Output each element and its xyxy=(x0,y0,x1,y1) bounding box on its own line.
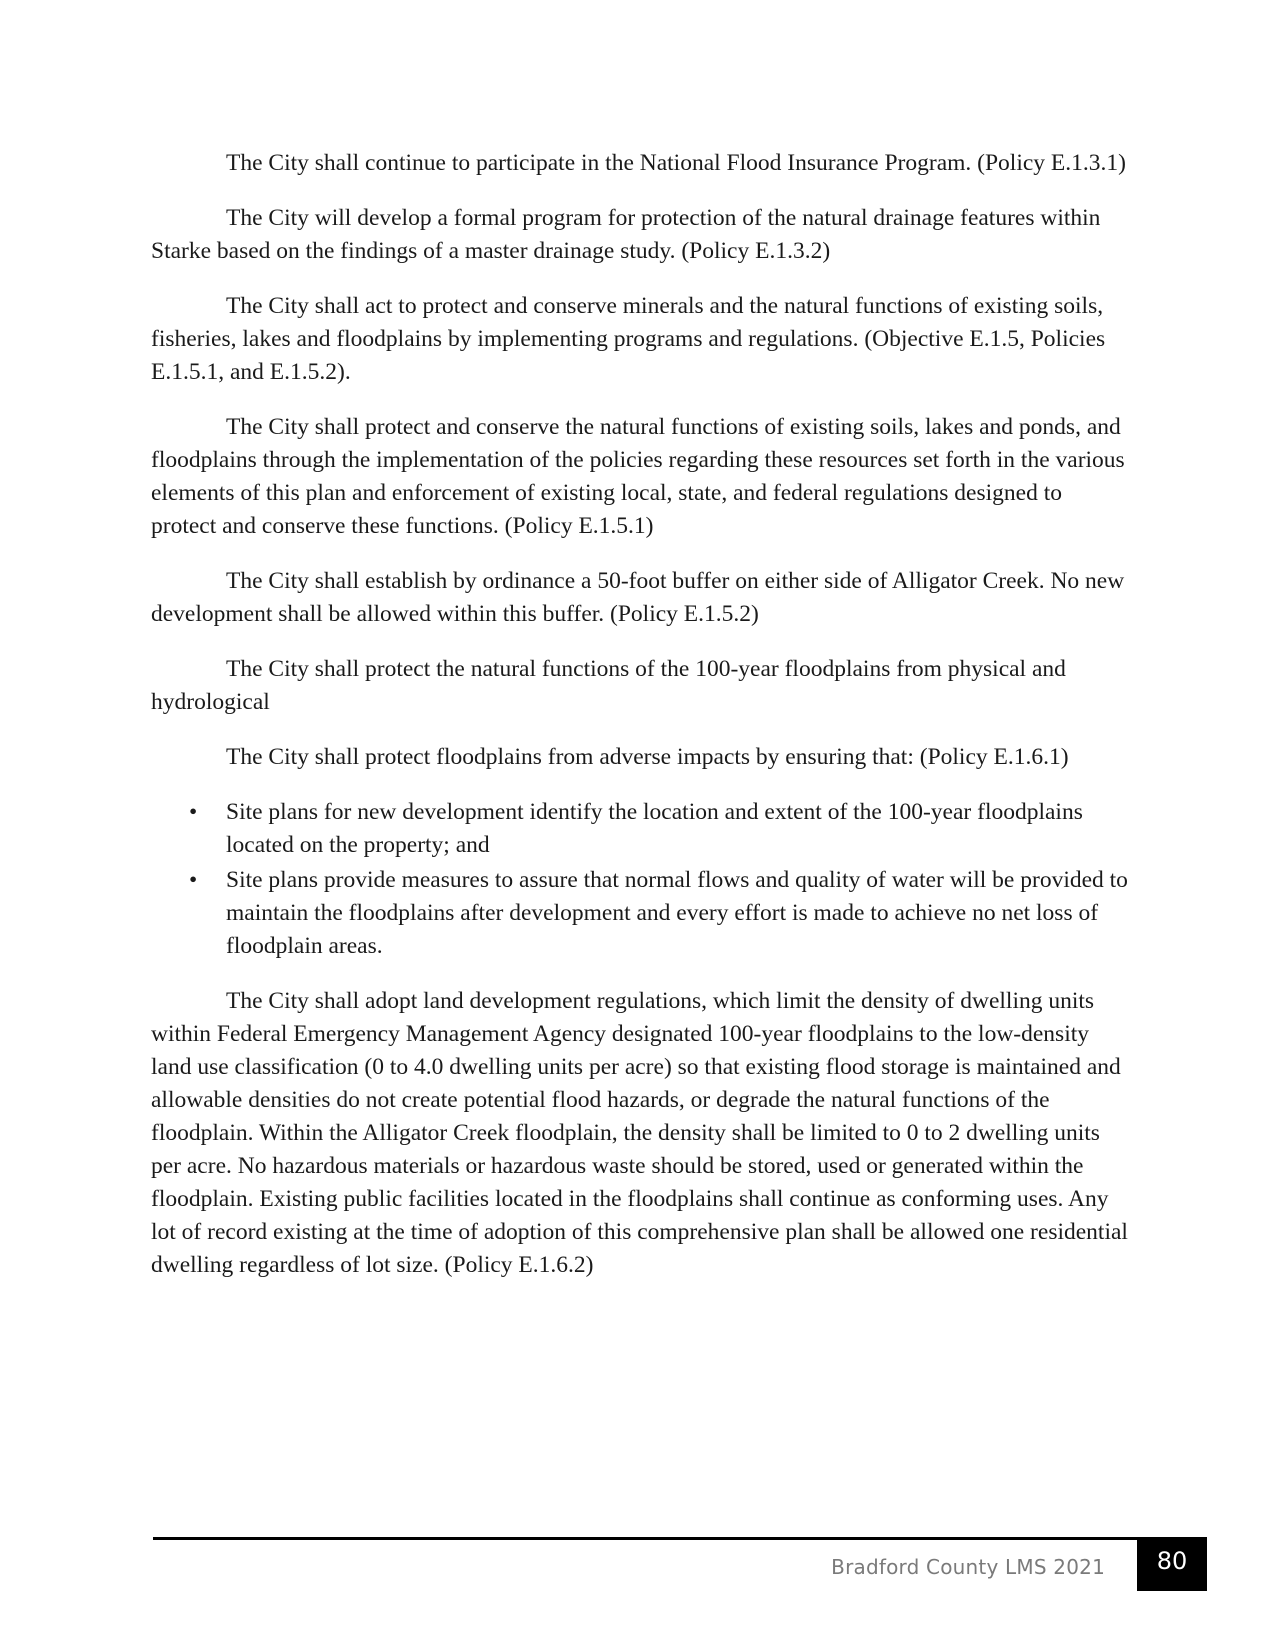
paragraph-drainage-program: The City will develop a formal program for protection of the natural drainage features within Starke based on the findings of a master drainage study. (Policy E.1.3.2) xyxy=(151,205,1101,264)
bullet-list xyxy=(151,796,1131,963)
paragraph-100-year-floodplains: The City shall protect the natural functions of the 100-year floodplains from physical and hydrological xyxy=(151,656,1066,715)
paragraph-density-regulations: The City shall adopt land development regulations, which limit the density of dwelling units within Federal Emergency Management Agency designated 100-year floodplains to the low-density land use classification (0 to 4.0 dwelling units per acre) so that existing flood storage is maintained and allowable densities do not create potential flood hazards, or degrade the natural functions of the floodplain. Within the Alligator Creek floodplain, the density shall be limited to 0 to 2 dwelling units per acre. No hazardous materials or hazardous waste should be stored, used or generated within the floodplain. Existing public facilities located in the floodplains shall continue as conforming uses. Any lot of record existing at the time of adoption of this comprehensive plan shall be allowed one residential dwelling regardless of lot size. (Policy E.1.6.2) xyxy=(151,988,1128,1278)
paragraph-protect-floodplains: The City shall protect floodplains from adverse impacts by ensuring that: (Policy E.1.6.1) xyxy=(226,744,1069,770)
bullet-icon: • xyxy=(189,867,198,893)
paragraph-alligator-creek-buffer: The City shall establish by ordinance a 50-foot buffer on either side of Alligator Creek. No new development shall be allowed within this buffer. (Policy E.1.5.2) xyxy=(151,568,1125,627)
page-number-badge: 80 xyxy=(1137,1537,1207,1591)
paragraph-natural-functions: The City shall protect and conserve the natural functions of existing soils, lakes and ponds, and floodplains through the implementation of the policies regarding these resources set forth in the various elements of this plan and enforcement of existing local, state, and federal regulations designed to protect and conserve these functions. (Policy E.1.5.1) xyxy=(151,414,1125,539)
list-item-text: Site plans provide measures to assure that normal flows and quality of water will be provided to maintain the floodplains after development and every effort is made to achieve no net loss of floodplain areas. xyxy=(226,867,1128,959)
paragraph-minerals-soils: The City shall act to protect and conserve minerals and the natural functions of existing soils, fisheries, lakes and floodplains by implementing programs and regulations. (Objective E.1.5, Policies E.1.5.1, and E.1.5.2). xyxy=(151,293,1106,385)
list-item xyxy=(151,864,1131,963)
paragraph-nfip: The City shall continue to participate in the National Flood Insurance Program. (Policy E.1.3.1) xyxy=(226,150,1126,176)
footer-divider xyxy=(153,1537,1153,1540)
list-item xyxy=(151,796,1131,862)
footer-document-label: Bradford County LMS 2021 xyxy=(831,1555,1105,1579)
document-body xyxy=(151,147,1131,1304)
bullet-icon: • xyxy=(189,799,198,825)
list-item-text: Site plans for new development identify the location and extent of the 100-year floodplains located on the property; and xyxy=(226,799,1083,858)
